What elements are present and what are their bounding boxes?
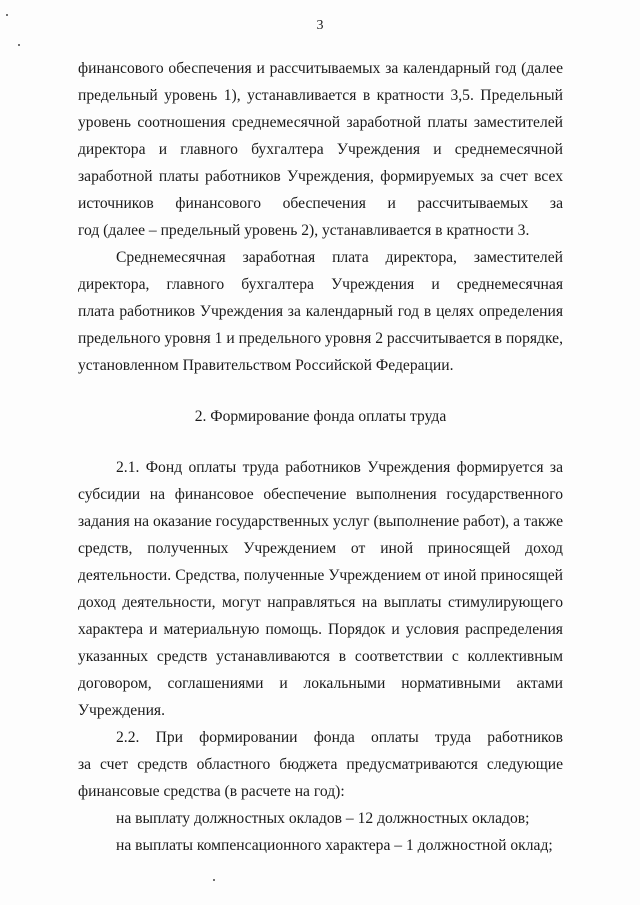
text-line: задания на оказание государственных услуг (выполнение работ), а также xyxy=(78,513,563,530)
text-line: год (далее – предельный уровень 2), устанавливается в кратности 3. xyxy=(78,222,530,239)
text-line: источников финансового обеспечения и рассчитываемых за xyxy=(78,195,563,212)
paragraph-2 xyxy=(78,244,563,379)
text-line: предельный уровень 1), устанавливается в кратности 3,5. Предельный xyxy=(78,87,563,104)
paragraph-1 xyxy=(78,55,563,244)
paragraph-4 xyxy=(78,724,563,805)
scan-speck xyxy=(6,14,8,16)
scan-speck xyxy=(18,44,20,46)
scan-speck xyxy=(213,879,215,881)
document-body xyxy=(78,55,563,859)
text-line: плата работников Учреждения за календарный год в целях определения xyxy=(78,303,563,320)
text-line: доход деятельности, могут направляться на выплаты стимулирующего xyxy=(78,594,563,611)
text-line: Учреждения. xyxy=(78,702,165,719)
text-line: характера и материальную помощь. Порядок и условия распределения xyxy=(78,621,563,638)
text-line: 2.1. Фонд оплаты труда работников Учреждения формируется за xyxy=(116,459,563,476)
text-line: установленном Правительством Российской Федерации. xyxy=(78,357,454,374)
text-line: уровень соотношения среднемесячной заработной платы заместителей xyxy=(78,114,563,131)
list xyxy=(78,805,563,859)
text-line: средств, полученных Учреждением от иной приносящей доход xyxy=(78,540,563,557)
list-item: на выплату должностных окладов – 12 должностных окладов; xyxy=(116,810,530,827)
text-line: финансового обеспечения и рассчитываемых за календарный год (далее xyxy=(78,60,563,77)
text-line: Среднемесячная заработная плата директора, заместителей xyxy=(116,249,563,266)
list-item: на выплаты компенсационного характера – 1 должностной оклад; xyxy=(116,837,553,854)
section-heading: 2. Формирование фонда оплаты труда xyxy=(194,408,447,425)
text-line: указанных средств устанавливаются в соответствии с коллективным xyxy=(78,648,563,665)
text-line: директора и главного бухгалтера Учреждения и среднемесячной xyxy=(78,141,563,158)
text-line: за счет средств областного бюджета предусматриваются следующие xyxy=(78,756,563,773)
text-line: заработной платы работников Учреждения, формируемых за счет всех xyxy=(78,168,563,185)
text-line: деятельности. Средства, полученные Учреждением от иной приносящей xyxy=(78,567,563,584)
text-line: договором, соглашениями и локальными нормативными актами xyxy=(78,675,563,692)
text-line: предельного уровня 1 и предельного уровня 2 рассчитывается в порядке, xyxy=(78,330,563,347)
text-line: директора, главного бухгалтера Учреждения и среднемесячная xyxy=(78,276,563,293)
paragraph-3 xyxy=(78,454,563,724)
page-number: 3 xyxy=(316,18,324,33)
text-line: финансовые средства (в расчете на год): xyxy=(78,783,345,800)
text-line: субсидии на финансовое обеспечение выполнения государственного xyxy=(78,486,563,503)
text-line: 2.2. При формировании фонда оплаты труда работников xyxy=(116,729,563,746)
